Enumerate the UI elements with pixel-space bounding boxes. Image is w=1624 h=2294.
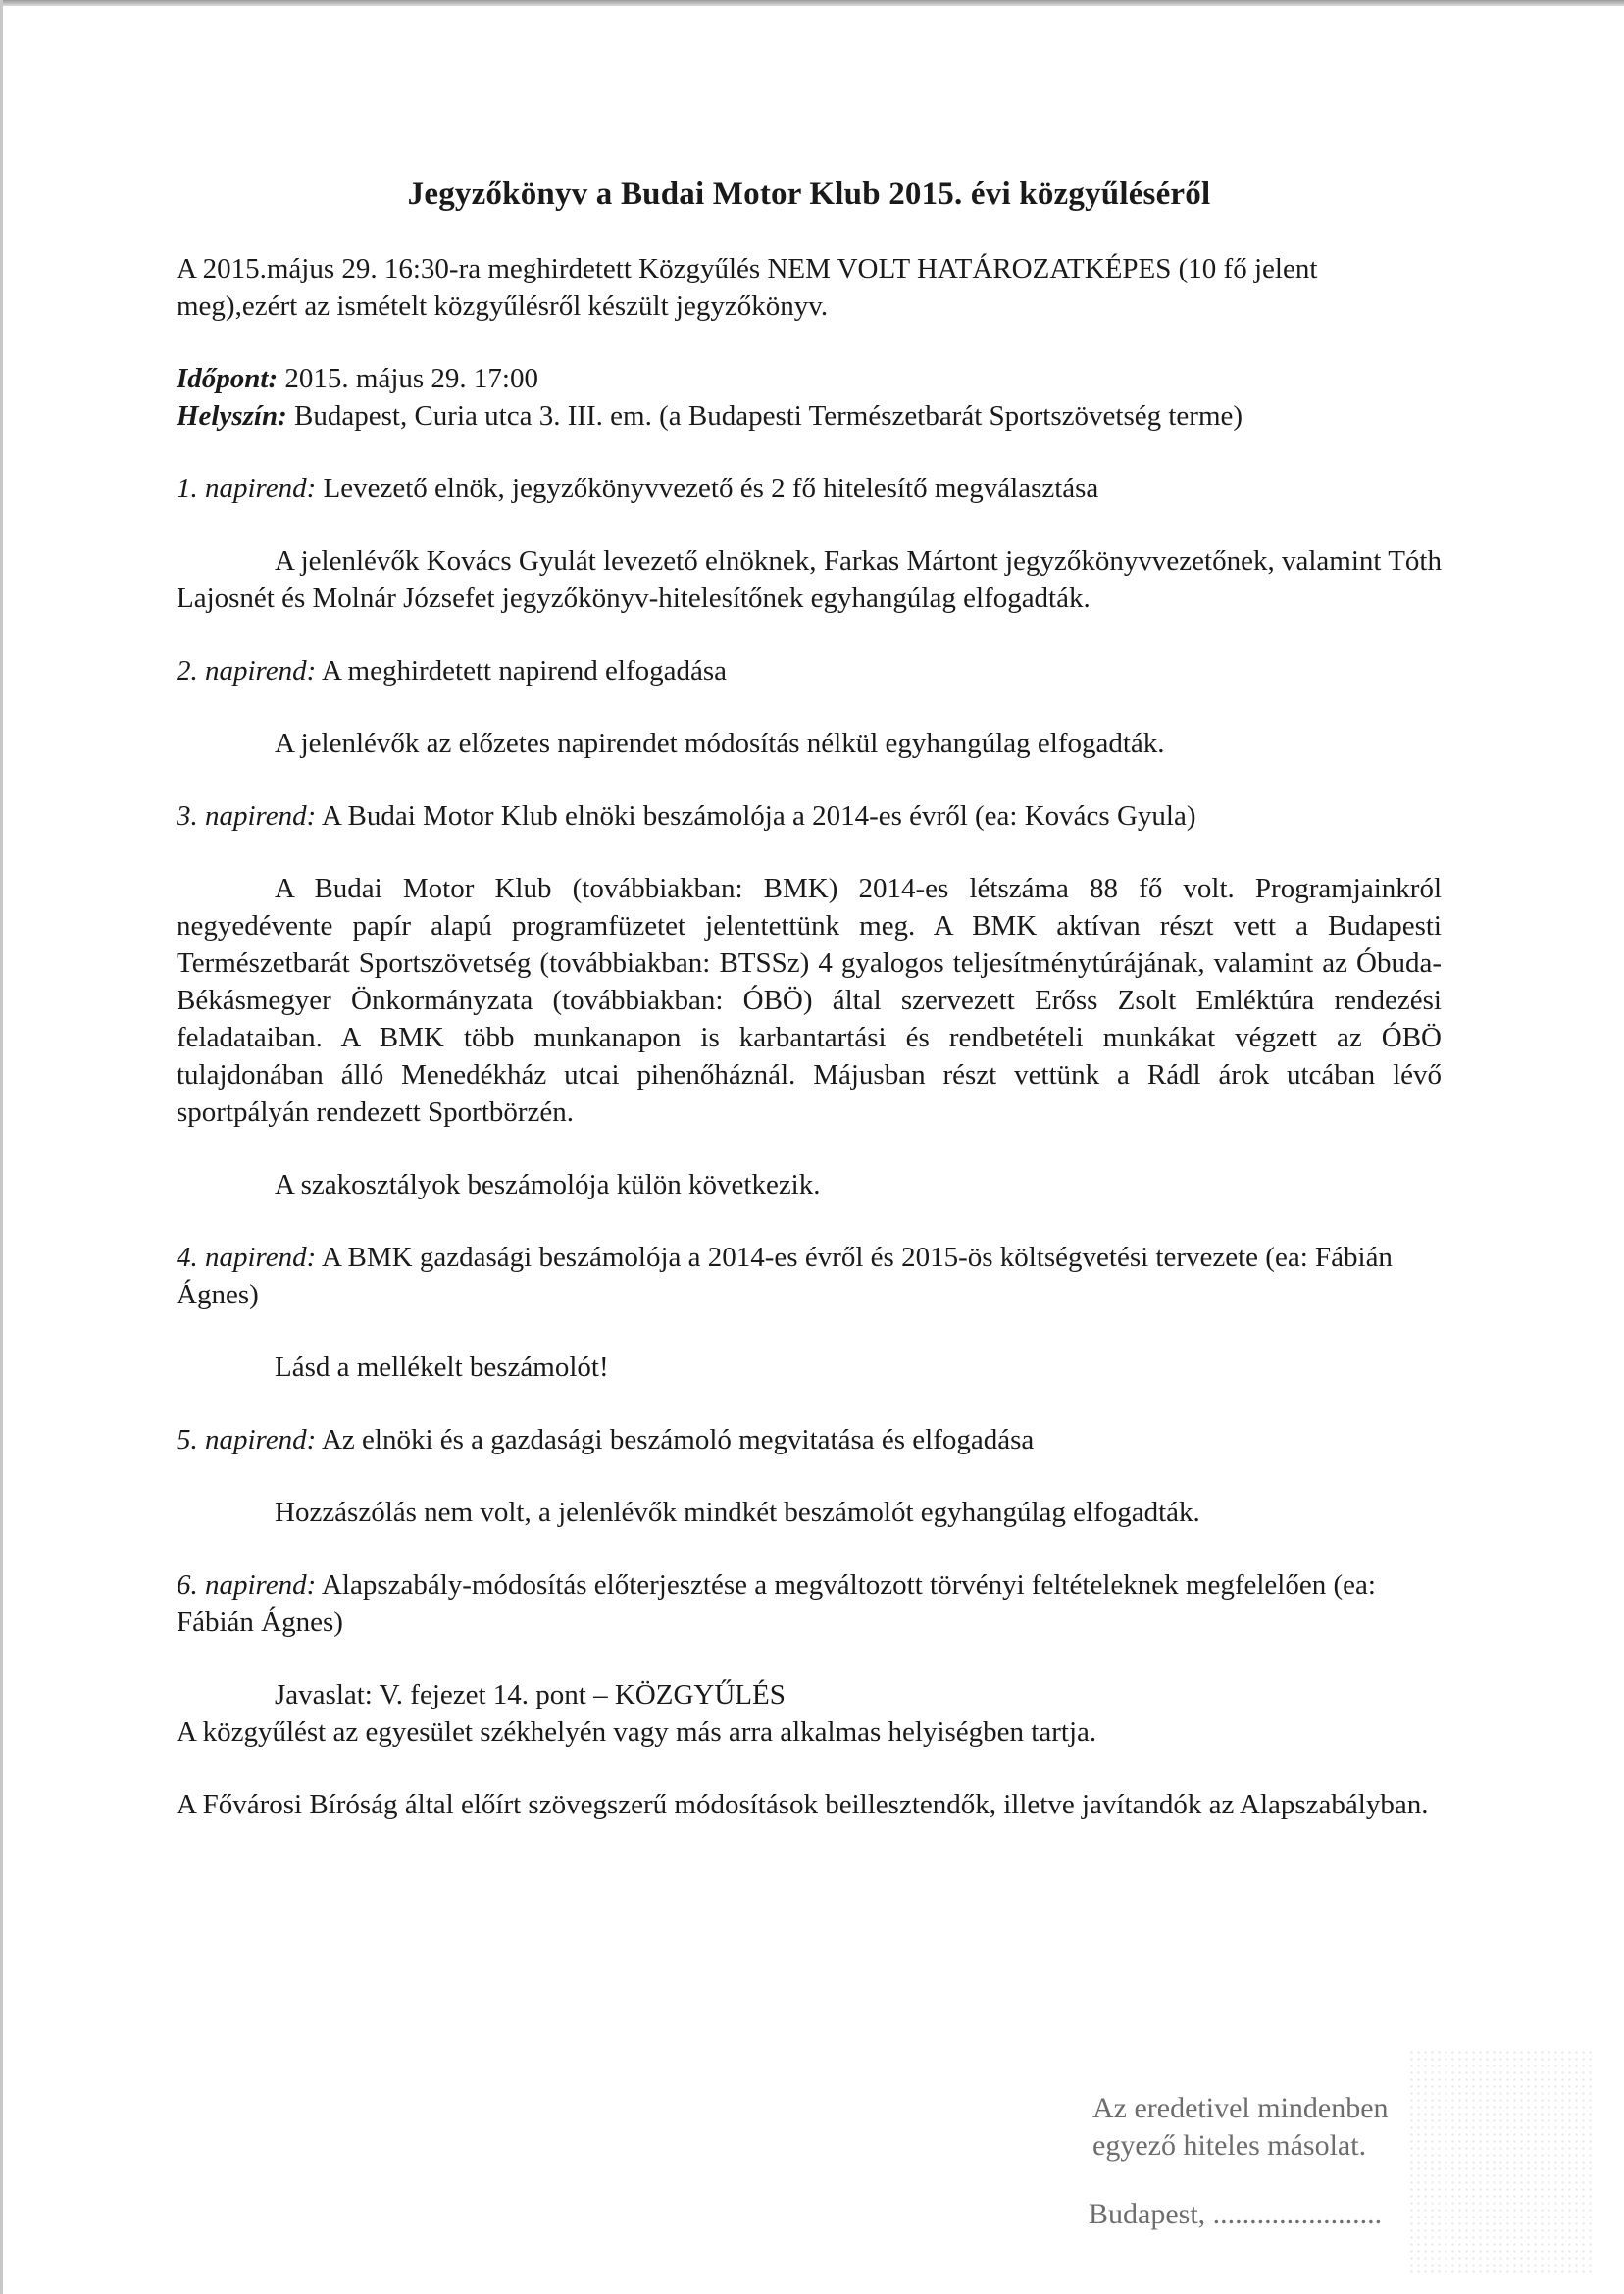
agenda-closing-6: A Fővárosi Bíróság által előírt szövegszerű módosítások beillesztendők, illetve javítandók az Alapszabályban. [177, 1789, 1429, 1820]
agenda-heading-3 [177, 797, 1442, 835]
stamp-line-1: Az eredetivel mindenben [1092, 2092, 1389, 2124]
agenda-body-4: Lásd a mellékelt beszámolót! [275, 1351, 609, 1383]
time-line [177, 360, 1442, 397]
agenda-title-3: A Budai Motor Klub elnöki beszámolója a 2014-es évről (ea: Kovács Gyula) [316, 800, 1196, 832]
place-value: Budapest, Curia utca 3. III. em. (a Budapesti Természetbarát Sportszövetség terme) [286, 400, 1243, 432]
stamp-line-3: Budapest, ....................... [1089, 2198, 1383, 2230]
agenda-heading-4 [177, 1239, 1442, 1313]
agenda-heading-2 [177, 652, 1442, 689]
agenda-title-1: Levezető elnök, jegyzőkönyvvezető és 2 fő hitelesítő megválasztása [316, 473, 1099, 504]
agenda-title-6: Alapszabály-módosítás előterjesztése a megváltozott törvényi feltételeknek megfelelően (ea: Fábián Ágnes) [177, 1569, 1376, 1638]
agenda-label-4: 4. napirend: [177, 1242, 317, 1273]
scan-edge-left [0, 0, 3, 2294]
agenda-heading-6 [177, 1566, 1442, 1641]
agenda-body-1: A jelenlévők Kovács Gyulát levezető elnöknek, Farkas Mártont jegyzőkönyvvezetőnek, valamint Tóth Lajosnét és Molnár Józsefet jegyzőkönyv-hitelesítőnek egyhangúlag elfogadták. [177, 545, 1442, 614]
agenda-body-5: Hozzászólás nem volt, a jelenlévők mindkét beszámolót egyhangúlag elfogadták. [275, 1497, 1200, 1528]
agenda-body-3b: A szakosztályok beszámolója külön következik. [275, 1169, 821, 1200]
agenda-title-4: A BMK gazdasági beszámolója a 2014-es évről és 2015-ös költségvetési tervezete (ea: Fábián Ágnes) [177, 1242, 1393, 1310]
agenda-body-2: A jelenlévők az előzetes napirendet módosítás nélkül egyhangúlag elfogadták. [275, 728, 1165, 759]
agenda-title-2: A meghirdetett napirend elfogadása [316, 655, 728, 687]
time-label: Időpont: [177, 363, 279, 394]
agenda-label-3: 3. napirend: [177, 800, 317, 832]
agenda-proposal-6: Javaslat: V. fejezet 14. pont – KÖZGYŰLÉS [275, 1679, 786, 1710]
agenda-body-3: A Budai Motor Klub (továbbiakban: BMK) 2014-es létszáma 88 fő volt. Programjainkról negyedévente papír alapú programfüzetet jelentettünk meg. A BMK aktívan részt vett a Budapesti Természetbarát Sportszövetség (továbbiakban: BTSSz) 4 gyalogos teljesítménytúrájának, valamint az Óbuda-Békásmegyer Önkormányzata (továbbiakban: ÓBÖ) által szervezett Erőss Zsolt Emléktúra rendezési feladataiban. A BMK több munkanapon is karbantartási és rendbetételi munkákat végzett az ÓBÖ tulajdonában álló Menedékház utcai pihenőháznál. Májusban részt vettünk a Rádl árok utcában lévő sportpályán rendezett Sportbörzén. [177, 873, 1442, 1128]
document-title: Jegyzőkönyv a Budai Motor Klub 2015. évi közgyűléséről [407, 177, 1211, 212]
place-line [177, 397, 1442, 434]
agenda-heading-1 [177, 470, 1442, 507]
agenda-proposal-text-6: A közgyűlést az egyesület székhelyén vagy más arra alkalmas helyiségben tartja. [177, 1716, 1097, 1748]
agenda-label-6: 6. napirend: [177, 1569, 317, 1601]
scan-noise [1408, 2049, 1595, 2274]
stamp-line-2: egyező hiteles másolat. [1092, 2129, 1367, 2162]
agenda-label-5: 5. napirend: [177, 1424, 317, 1455]
scan-edge-top [0, 0, 1624, 6]
place-label: Helyszín: [177, 400, 287, 432]
agenda-title-5: Az elnöki és a gazdasági beszámoló megvitatása és elfogadása [316, 1424, 1035, 1455]
document-body [177, 177, 1442, 1823]
time-value: 2015. május 29. 17:00 [278, 363, 538, 394]
agenda-heading-5 [177, 1421, 1442, 1458]
agenda-label-2: 2. napirend: [177, 655, 317, 687]
intro-paragraph: A 2015.május 29. 16:30-ra meghirdetett Közgyűlés NEM VOLT HATÁROZATKÉPES (10 fő jelent meg),ezért az ismételt közgyűlésről készült jegyzőkönyv. [177, 253, 1318, 322]
agenda-label-1: 1. napirend: [177, 473, 317, 504]
